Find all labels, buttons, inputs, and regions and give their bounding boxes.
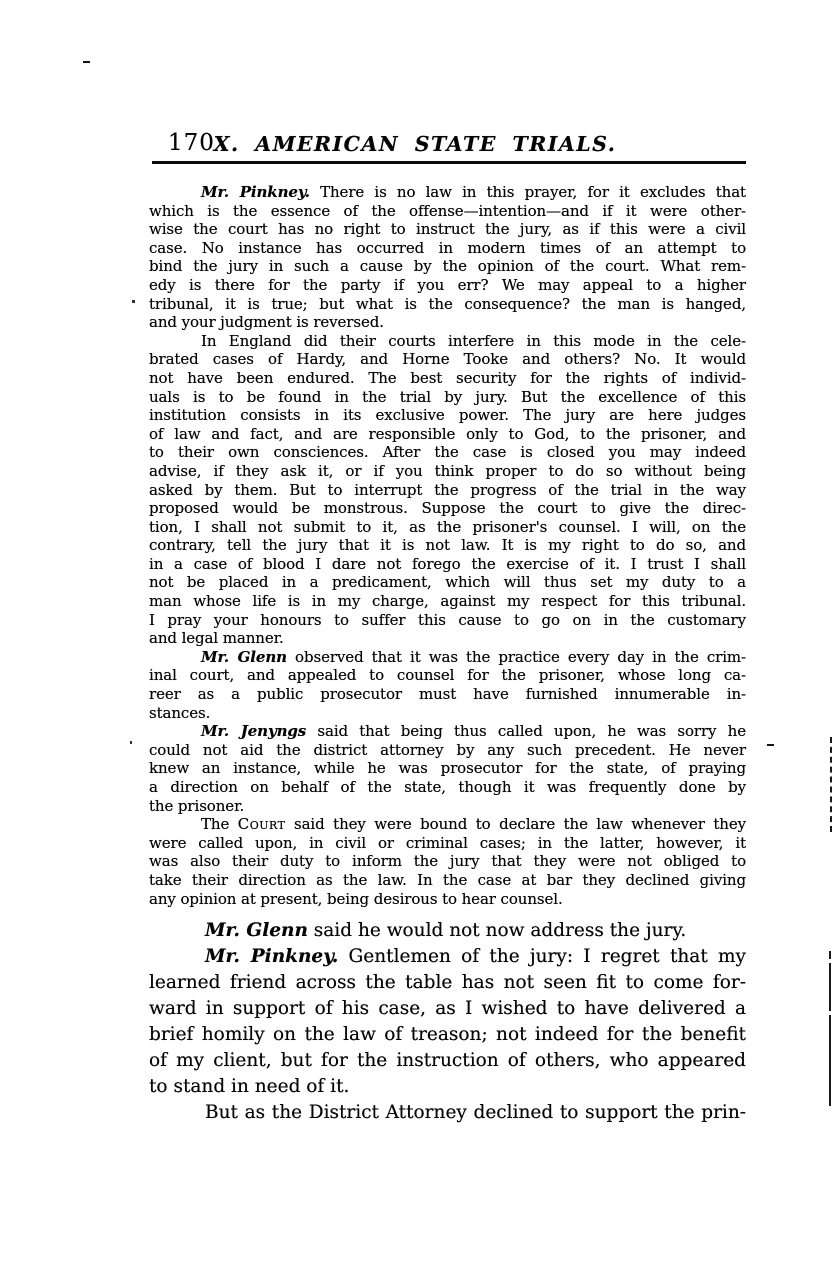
text-line: tion, I shall not submit to it, as the prisoner's counsel. I will, on the — [149, 517, 746, 536]
text-line: brated cases of Hardy, and Horne Tooke and others? No. It would — [149, 350, 746, 369]
text-line: tribunal, it is true; but what is the consequence? the man is hanged, — [149, 294, 746, 313]
text-line: asked by them. But to interrupt the progress of the trial in the way — [149, 480, 746, 499]
text-line: and your judgment is reversed. — [149, 313, 384, 332]
page-number: 170 — [168, 130, 215, 156]
margin-pen-mark — [830, 737, 832, 832]
text-line: ward in support of his case, as I wished to have delivered a — [149, 998, 746, 1020]
text-line: not be placed in a predicament, which will thus set my duty to a — [149, 573, 746, 592]
text-line: any opinion at present, being desirous to hear counsel. — [149, 889, 563, 908]
paragraph — [149, 332, 746, 648]
text-line: contrary, tell the jury that it is not law. It is my right to do so, and — [149, 536, 746, 555]
text-line: of law and fact, and are responsible only to God, to the prisoner, and — [149, 424, 746, 443]
text-line: a direction on behalf of the state, though it was frequently done by — [149, 778, 746, 796]
text-line: In England did their courts interfere in this mode in the cele- — [201, 331, 746, 350]
text-line: inal court, and appealed to counsel for the prisoner, whose long ca- — [149, 666, 746, 685]
paragraph — [149, 918, 746, 944]
text-line: brief homily on the law of treason; not indeed for the benefit — [149, 1024, 746, 1046]
text-line: proposed would be monstrous. Suppose the court to give the direc- — [149, 499, 746, 518]
text-line: knew an instance, while he was prosecutor for the state, of praying — [149, 759, 746, 778]
text-line: bind the jury in such a cause by the opinion of the court. What rem- — [149, 257, 746, 276]
small-text-section — [149, 183, 746, 908]
text-line: take their direction as the law. In the case at bar they declined giving — [149, 870, 746, 889]
text-line: in a case of blood I dare not forego the exercise of it. I trust I shall — [149, 554, 746, 573]
paragraph — [149, 183, 746, 332]
ink-mark — [83, 61, 90, 63]
text-line: not have been endured. The best security for the rights of individ- — [149, 368, 746, 387]
large-text-section — [149, 918, 746, 1126]
text-line: could not aid the district attorney by any such precedent. He never — [149, 740, 746, 759]
running-title: X. AMERICAN STATE TRIALS. — [213, 132, 617, 156]
ink-mark — [767, 744, 774, 746]
paragraph — [149, 944, 746, 1100]
text-line: institution consists in its exclusive power. The jury are here judges — [149, 406, 746, 425]
text-line: which is the essence of the offense—intention—and if it were other- — [149, 201, 746, 220]
text-line: stances. — [149, 703, 211, 722]
text-line: Mr. Pinkney. Gentlemen of the jury: I regret that my — [205, 946, 747, 968]
paragraph — [149, 815, 746, 908]
paragraph — [149, 722, 746, 815]
text-line: case. No instance has occurred in modern times of an attempt to — [149, 238, 746, 257]
text-line: advise, if they ask it, or if you think proper to do so without being — [149, 461, 746, 480]
text-line: of my client, but for the instruction of others, who appeared — [149, 1050, 746, 1072]
text-line: wise the court has no right to instruct the jury, as if this were a civil — [149, 220, 746, 239]
text-line: to stand in need of it. — [149, 1076, 350, 1098]
paragraph — [149, 648, 746, 722]
text-line: edy is there for the party if you err? We may appeal to a higher — [149, 275, 746, 294]
text-line: But as the District Attorney declined to support the prin- — [205, 1102, 746, 1124]
text-line: uals is to be found in the trial by jury. But the excellence of this — [149, 387, 746, 406]
text-line: The Court said they were bound to declare the law whenever they — [201, 815, 746, 834]
header-rule — [152, 161, 746, 164]
text-line: Mr. Jenyngs said that being thus called upon, he was sorry he — [201, 722, 746, 741]
text-line: Mr. Pinkney. There is no law in this prayer, for it excludes that — [201, 183, 746, 201]
text-line: I pray your honours to suffer this cause to go on in the customary — [149, 610, 746, 629]
text-line: was also their duty to inform the jury that they were not obliged to — [149, 852, 746, 871]
text-line: reer as a public prosecutor must have furnished innumerable in- — [149, 685, 746, 704]
ink-mark — [132, 300, 135, 303]
text-line: Mr. Glenn observed that it was the practice every day in the crim- — [201, 647, 747, 666]
ink-mark — [130, 741, 132, 744]
text-line: learned friend across the table has not seen fit to come for- — [149, 972, 746, 994]
text-line: and legal manner. — [149, 629, 284, 648]
text-line: man whose life is in my charge, against my respect for this tribunal. — [149, 592, 746, 611]
page-body — [149, 183, 746, 1126]
text-line: were called upon, in civil or criminal cases; in the latter, however, it — [149, 833, 746, 852]
margin-pen-mark — [829, 951, 831, 1106]
paragraph — [149, 1100, 746, 1126]
text-line: the prisoner. — [149, 796, 245, 815]
text-line: Mr. Glenn said he would not now address the jury. — [205, 920, 687, 942]
text-line: to their own consciences. After the case is closed you may indeed — [149, 443, 746, 462]
